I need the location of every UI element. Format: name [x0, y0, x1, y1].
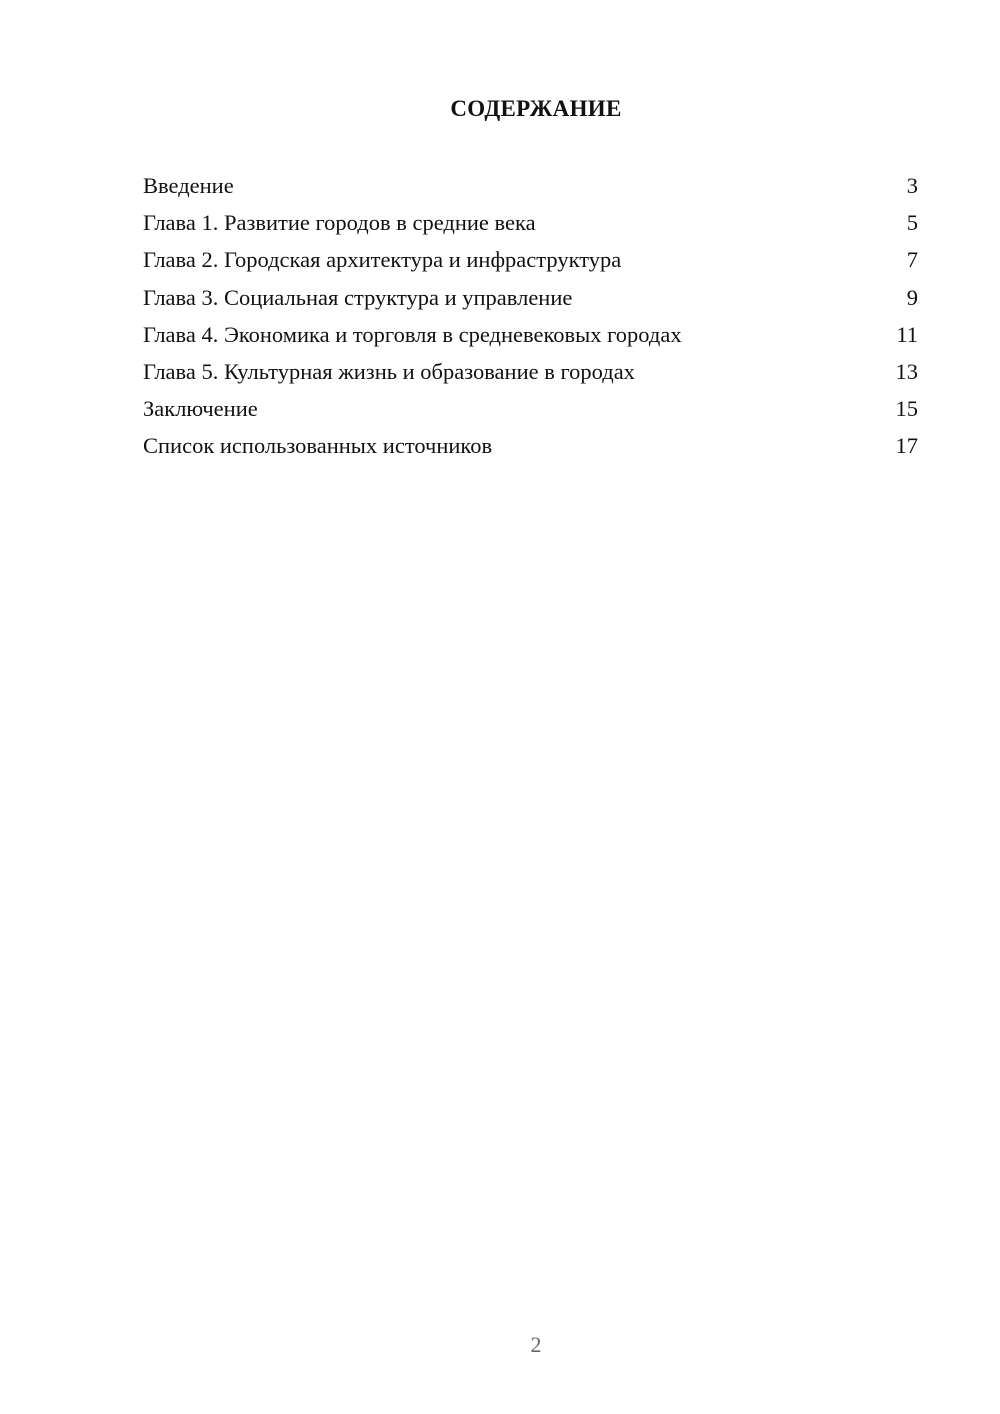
toc-entry-page: 17	[895, 433, 918, 459]
toc-title: СОДЕРЖАНИЕ	[450, 96, 622, 121]
toc-entry-references	[143, 427, 918, 464]
toc-entry-page: 15	[895, 396, 918, 422]
toc-entry-chapter-5	[143, 353, 918, 390]
toc-entry-label: Глава 5. Культурная жизнь и образование в городах	[143, 358, 635, 384]
toc-entry-page: 7	[906, 247, 918, 273]
toc-entry-label: Глава 4. Экономика и торговля в средневековых городах	[143, 321, 682, 347]
toc-entry-label: Список использованных источников	[143, 433, 493, 459]
toc-entry-page: 13	[895, 358, 918, 384]
toc-entry-label: Глава 2. Городская архитектура и инфраструктура	[143, 247, 622, 273]
toc-entry-page: 9	[906, 284, 918, 310]
toc-entry-introduction	[143, 167, 918, 204]
page-number: 2	[530, 1332, 542, 1357]
toc-entry-label: Глава 1. Развитие городов в средние века	[143, 210, 536, 236]
toc-entry-page: 3	[906, 173, 918, 198]
toc-entry-page: 5	[906, 210, 918, 236]
table-of-contents	[143, 167, 918, 465]
toc-entry-conclusion	[143, 390, 918, 427]
toc-entry-label: Глава 3. Социальная структура и управление	[143, 284, 573, 310]
toc-entry-chapter-3	[143, 279, 918, 316]
toc-entry-label: Введение	[143, 173, 234, 198]
toc-entry-page: 11	[896, 321, 918, 347]
toc-entry-chapter-1	[143, 204, 918, 241]
toc-entry-label: Заключение	[143, 396, 258, 422]
toc-entry-chapter-4	[143, 316, 918, 353]
toc-entry-chapter-2	[143, 241, 918, 278]
